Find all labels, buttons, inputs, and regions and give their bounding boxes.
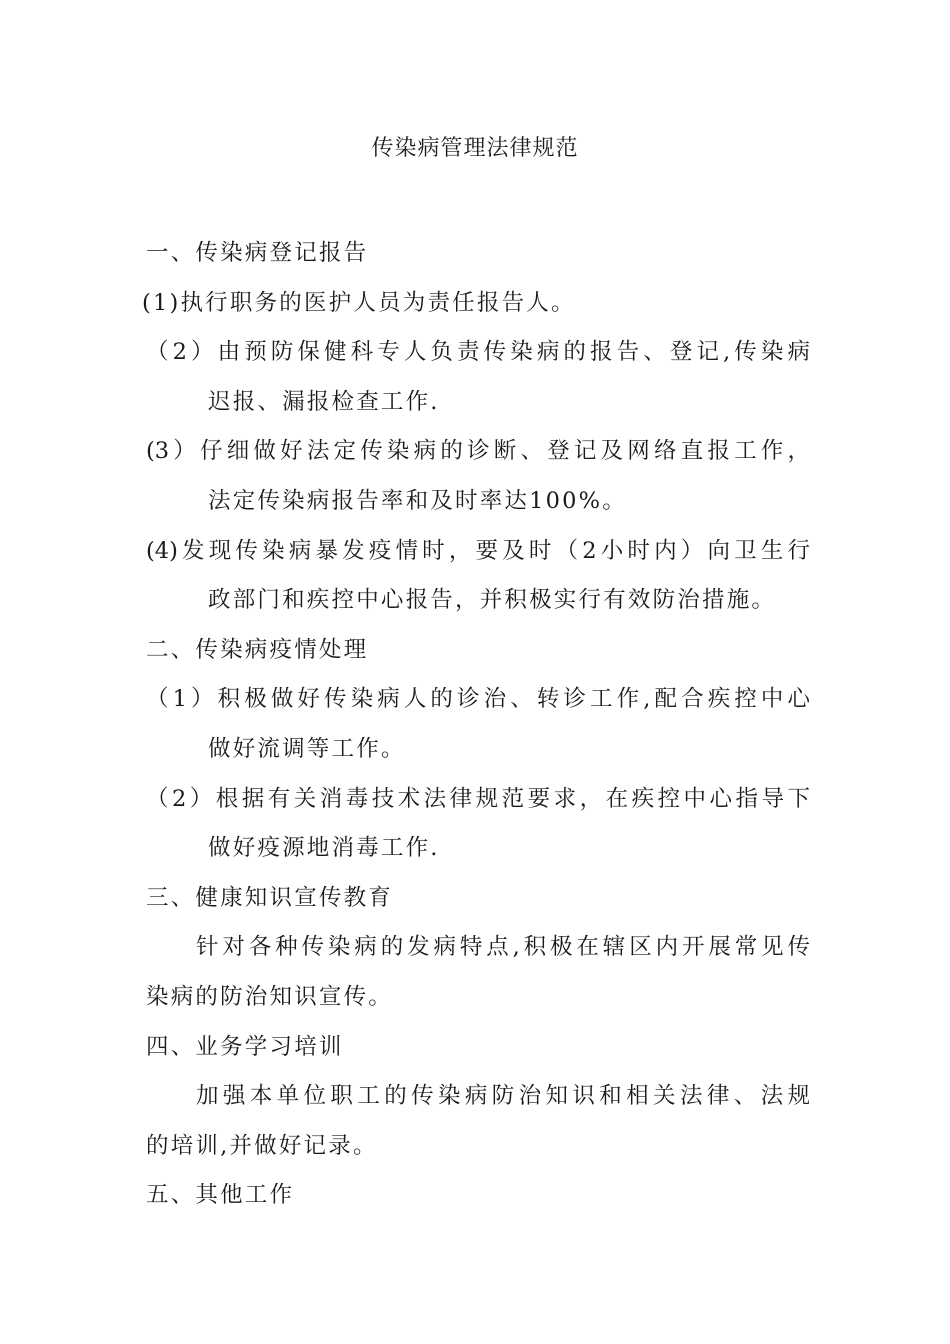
list-item-continuation: 做好疫源地消毒工作.: [208, 835, 440, 862]
section-heading: 二、传染病疫情处理: [146, 636, 369, 663]
section-heading: 一、传染病登记报告: [146, 240, 369, 266]
list-item-continuation: 政部门和疾控中心报告，并积极实行有效防治措施。: [208, 587, 777, 614]
document-body: [142, 229, 810, 1221]
list-item: （2）由预防保健科专人负责传染病的报告、登记,传染病: [146, 339, 810, 366]
list-item: （1）积极做好传染病人的诊治、转诊工作,配合疾控中心: [146, 686, 810, 713]
list-item-continuation: 法定传染病报告率和及时率达100%。: [208, 487, 627, 514]
paragraph-line: 针对各种传染病的发病特点,积极在辖区内开展常见传: [196, 934, 810, 961]
list-item: (1)执行职务的医护人员为责任报告人。: [142, 289, 576, 316]
document-title: 传染病管理法律规范: [371, 136, 579, 161]
list-item: （2）根据有关消毒技术法律规范要求，在疾控中心指导下: [146, 785, 810, 812]
list-item-continuation: 迟报、漏报检查工作.: [208, 388, 440, 415]
paragraph-line: 的培训,并做好记录。: [146, 1132, 378, 1159]
list-item-continuation: 做好流调等工作。: [208, 735, 406, 762]
section-heading: 五、其他工作: [146, 1182, 295, 1209]
paragraph-line: 加强本单位职工的传染病防治知识和相关法律、法规: [196, 1083, 810, 1110]
list-item: (3）仔细做好法定传染病的诊断、登记及网络直报工作，: [146, 438, 810, 465]
paragraph-line: 染病的防治知识宣传。: [146, 983, 394, 1010]
section-heading: 四、业务学习培训: [146, 1033, 344, 1060]
list-item: (4)发现传染病暴发疫情时，要及时（2小时内）向卫生行: [146, 537, 810, 564]
section-heading: 三、健康知识宣传教育: [146, 884, 394, 911]
